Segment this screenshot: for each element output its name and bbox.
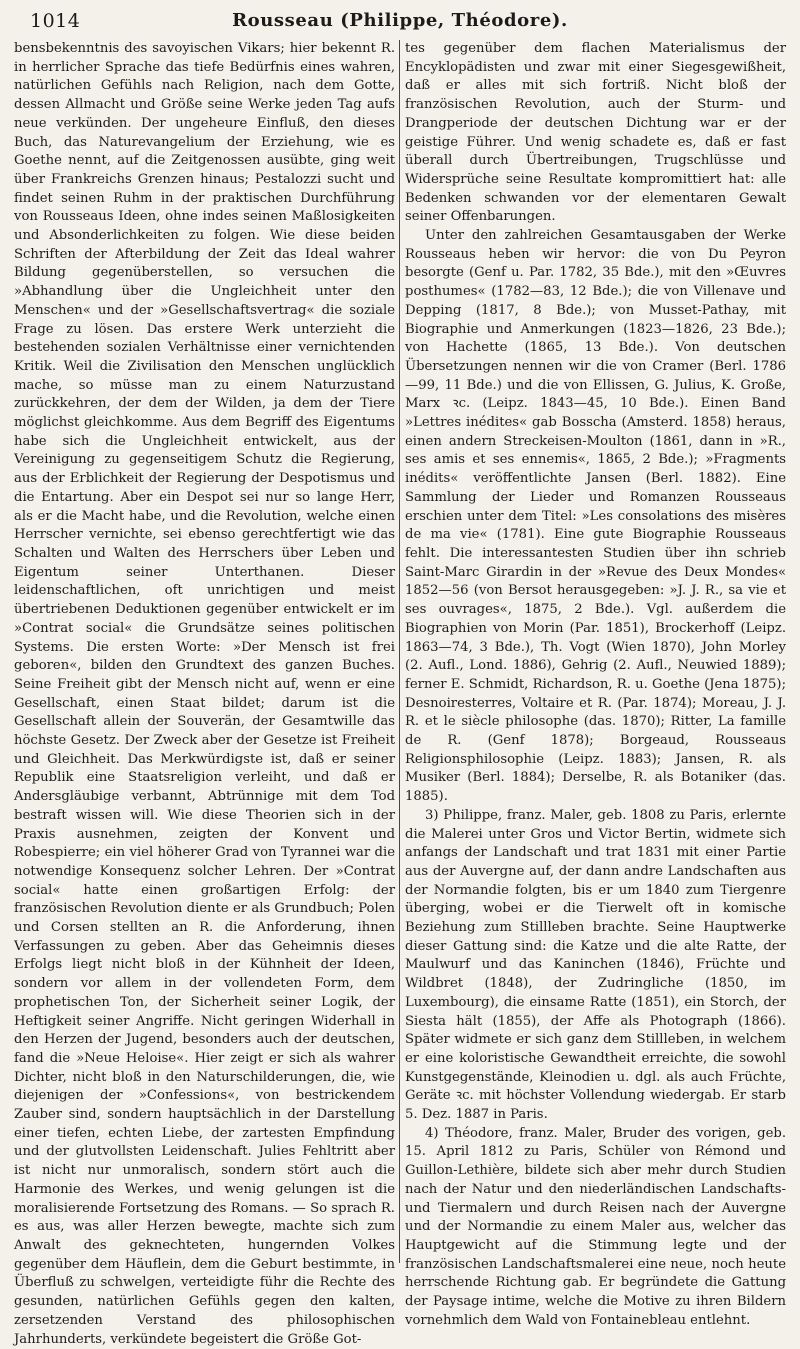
paragraph: Unter den zahlreichen Gesamtausgaben der Werke Rousseaus heben wir hervor: die von Du Peyron besorgte (Genf u. Par. 1782, 35 Bde.), mit den »Œuvres posthumes« (1782—83, 12 Bde.); die von Villenave und Depping (1817, 8 Bde.); von Musset-Pathay, mit Biographie und Anmerkungen (1823—1826, 23 Bde.); von Hachette (1865, 13 Bde.). Von deutschen Übersetzungen nennen wir die von Cramer (Berl. 1786—99, 11 Bde.) und die von Ellissen, G. Julius, K. Große, Marx ꝛc. (Leipz. 1843—45, 10 Bde.). Einen Band »Lettres inédites« gab Bosscha (Amsterd. 1858) heraus, einen andern Streckeisen-Moulton (1861, dann in »R., ses amis et ses ennemis«, 1865, 2 Bde.); »Fragments inédits« veröffentlichte Jansen (Berl. 1882). Eine Sammlung der Lieder und Romanzen Rousseaus erschien unter dem Titel: »Les consolations des misères de ma vie« (1781). Eine gute Biographie Rousseaus fehlt. Die interessantesten Studien über ihn schrieb Saint-Marc Girardin in der »Revue des Deux Mondes« 1852—56 (von Bersot herausgegeben: »J. J. R., sa vie et ses ouvrages«, 1875, 2 Bde.). Vgl. außerdem die Biographien von Morin (Par. 1851), Brockerhoff (Leipz. 1863—74, 3 Bde.), Th. Vogt (Wien 1870), John Morley (2. Aufl., Lond. 1886), Gehrig (2. Aufl., Neuwied 1889); ferner E. Schmidt, Richardson, R. u. Goethe (Jena 1875); Desnoiresterres, Voltaire et R. (Par. 1874); Moreau, J. J. R. et le siècle philosophe (das. 1870); Ritter, La famille de R. (Genf 1878); Borgeaud, Rousseaus Religionsphilosophie (Leipz. 1883); Jansen, R. als Musiker (Berl. 1884); Derselbe, R. als Botaniker (das. 1885). xyxy=(405,228,787,805)
running-head: Rousseau (Philippe, Théodore). xyxy=(232,10,568,31)
paragraph: 3) Philippe, franz. Maler, geb. 1808 zu Paris, erlernte die Malerei unter Gros und Victor Bertin, widmete sich anfangs der Landschaft und trat 1831 mit einer Partie aus der Auvergne auf, der dann andre Landschaften aus der Normandie folgten, bis er um 1840 zum Tiergenre überging, wobei er die Tierwelt oft in komische Beziehung zum Stillleben brachte. Seine Hauptwerke dieser Gattung sind: die Katze und die alte Ratte, der Maulwurf und das Kaninchen (1846), Früchte und Wildbret (1848), der Zudringliche (1850, im Luxembourg), die einsame Ratte (1851), ein Storch, der Siesta hält (1855), der Affe als Photograph (1866). Später widmete er sich ganz dem Stillleben, in welchem er eine koloristische Gewandtheit erreichte, die sowohl Kunstgegenstände, Kleinodien u. dgl. als auch Früchte, Geräte ꝛc. mit höchster Vollendung wiedergab. Er starb 5. Dez. 1887 in Paris. xyxy=(405,807,787,1123)
two-column-body xyxy=(14,40,787,1347)
page-number: 1014 xyxy=(30,10,81,32)
paragraph: tes gegenüber dem flachen Materialismus der Encyklopädisten und zwar mit einer Siegesgewißheit, daß er alles mit sich fortriß. Nicht bloß der französischen Revolution, auch der Sturm- und Drangperiode der deutschen Dichtung war er der geistige Führer. Und wenig schadete es, daß er fast überall durch Übertreibungen, Trugschlüsse und Widersprüche seine Resultate kompromittiert hat: alle Bedenken schwanden vor der elementaren Gewalt seiner Offenbarungen. xyxy=(405,41,787,225)
paragraph: 4) Théodore, franz. Maler, Bruder des vorigen, geb. 15. April 1812 zu Paris, Schüler von Rémond und Guillon-Lethière, bildete sich aber mehr durch Studien nach der Natur und den niederländischen Landschafts- und Tiermalern und durch Reisen nach der Auvergne und der Normandie zu einem Maler aus, welcher das Hauptgewicht auf die Stimmung legte und der französischen Landschaftsmalerei eine neue, noch heute herrschende Richtung gab. Er begründete die Gattung der Paysage intime, welche die Motive zu ihren Bildern vornehmlich dem Wald von Fontainebleau entlehnt. xyxy=(405,1125,787,1328)
left-column xyxy=(14,40,399,1347)
page-header xyxy=(14,8,786,32)
paragraph: bensbekenntnis des savoyischen Vikars; hier bekennt R. in herrlicher Sprache das tiefe Bedürfnis eines wahren, natürlichen Gefühls nach Religion, nach dem Gotte, dessen Allmacht und Größe seine Werke jeden Tag aufs neue verkünden. Der ungeheure Einfluß, den dieses Buch, das Naturevangelium der Erziehung, wie es Goethe nennt, auf die Zeitgenossen ausübte, ging weit über Frankreichs Grenzen hinaus; Pestalozzi sucht und findet seinen Ruhm in der praktischen Durchführung von Rousseaus Ideen, ohne indes seinen Maßlosigkeiten und Absonderlichkeiten zu folgen. Wie diese beiden Schriften der Afterbildung der Zeit das Ideal wahrer Bildung gegenüberstellen, so versuchen die »Abhandlung über die Ungleichheit unter den Menschen« und der »Gesellschaftsvertrag« die soziale Frage zu lösen. Das erstere Werk unterzieht die bestehenden sozialen Verhältnisse einer vernichtenden Kritik. Weil die Zivilisation den Menschen unglücklich mache, so müsse man zu einem Naturzustand zurückkehren, der dem der Wilden, ja dem der Tiere möglichst gleichkomme. Aus dem Begriff des Eigentums habe sich die Ungleichheit entwickelt, aus der Vereinigung zu gegenseitigem Schutz die Regierung, aus der Erblichkeit der Regierung der Despotismus und die Entartung. Aber ein Despot sei nur so lange Herr, als er die Macht habe, und die Revolution, welche einen Herrscher vernichte, sei ebenso gerechtfertigt wie das Schalten und Walten des Herrschers über Leben und Eigentum seiner Unterthanen. Dieser leidenschaftlichen, oft unrichtigen und meist übertriebenen Deduktionen gegenüber entwickelt er im »Contrat social« die Grundsätze seines politischen Systems. Die ersten Worte: »Der Mensch ist frei geboren«, bilden den Grundtext des ganzen Buches. Seine Freiheit gibt der Mensch nicht auf, wenn er eine Gesellschaft, einen Staat bildet; darum ist die Gesellschaft allein der Souverän, der Gesamtwille das höchste Gesetz. Der Zweck aber der Gesetze ist Freiheit und Gleichheit. Das Merkwürdigste ist, daß er seiner Republik eine Staatsreligion verleiht, und daß er Andersgläubige verbannt, Abtrünnige mit dem Tod bestraft wissen will. Wie diese Theorien sich in der Praxis ausnehmen, zeigten der Konvent und Robespierre; ein viel höherer Grad von Tyrannei war die notwendige Konsequenz solcher Lehren. Der »Contrat social« hatte einen großartigen Erfolg: der französischen Revolution diente er als Grundbuch; Polen und Corsen stellten an R. die Anforderung, ihnen Verfassungen zu geben. Aber das Geheimnis dieses Erfolgs liegt nicht bloß in der Kühnheit der Ideen, sondern vor allem in der vollendeten Form, dem prophetischen Ton, der Sicherheit seiner Logik, der Heftigkeit seiner Angriffe. Nicht geringen Widerhall in den Herzen der Jugend, besonders auch der deutschen, fand die »Neue Heloise«. Hier zeigt er sich als wahrer Dichter, nicht bloß in den Naturschilderungen, die, wie diejenigen der »Confessions«, von bestrickendem Zauber sind, sondern hauptsächlich in der Darstellung einer tiefen, echten Liebe, der zartesten Empfindung und der glutvollsten Leidenschaft. Julies Fehltritt aber ist nicht nur unmoralisch, sondern stört auch die Harmonie des Werkes, und wenig gelungen ist die moralisierende Fortsetzung des Romans. — So sprach R. es aus, was aller Herzen bewegte, machte sich zum Anwalt des geknechteten, hungernden Volkes gegenüber dem Häuflein, dem die Geburt bestimmte, in Überfluß zu schwelgen, verteidigte führ die Rechte des gesunden, natürlichen Gefühls gegen den kalten, zersetzenden Verstand des philosophischen Jahrhunderts, verkündete begeistert die Größe Got- xyxy=(14,41,396,1347)
right-column xyxy=(400,40,787,1328)
